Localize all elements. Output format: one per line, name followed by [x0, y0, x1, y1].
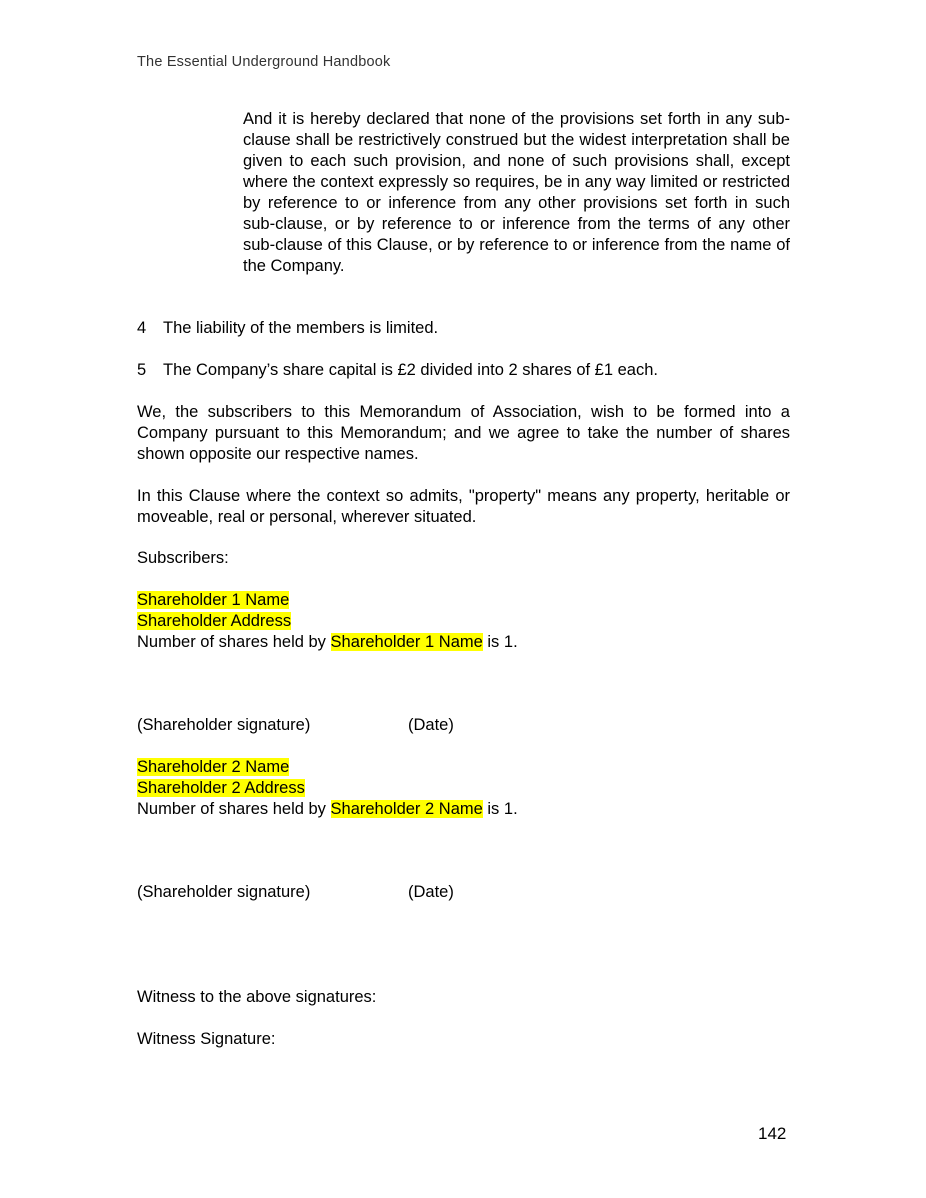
clause-5 [137, 360, 790, 381]
clause-5-number: 5 [137, 361, 147, 379]
shares-name-highlight: Shareholder 2 Name [330, 800, 483, 818]
witness-signature-label: Witness Signature: [137, 1030, 276, 1048]
shareholder-1-address [137, 611, 291, 632]
clause-4-text: The liability of the members is limited. [163, 319, 439, 337]
shareholder-1-signature-label: (Shareholder signature) [137, 716, 311, 734]
witness-statement: Witness to the above signatures: [137, 988, 377, 1006]
subscribers-statement: We, the subscribers to this Memorandum of Association, wish to be formed into a Company pursuant to this Memorandum; and we agree to take the number of shares shown opposite our respective names. [137, 403, 790, 463]
page-number: 142 [758, 1124, 787, 1143]
clause-4 [137, 318, 790, 339]
shareholder-2-date-label: (Date) [408, 883, 454, 901]
shareholder-1-address-highlight: Shareholder Address [137, 612, 292, 630]
shares-suffix: is 1. [487, 800, 518, 818]
declaration-paragraph: And it is hereby declared that none of the provisions set forth in any sub-clause shall be restrictively construed but the widest interpretation shall be given to each such provision, and none of such provisions shall, except where the context expressly so requires, be in any way limited or restricted by reference to or inference from any other provisions set forth in such sub-clause, or by reference to or inference from the terms of any other sub-clause of this Clause, or by reference to or inference from the name of the Company. [243, 110, 790, 275]
shareholder-2-address-highlight: Shareholder 2 Address [137, 779, 305, 797]
shareholder-2-signature-label: (Shareholder signature) [137, 883, 311, 901]
shareholder-2-name-highlight: Shareholder 2 Name [137, 758, 290, 776]
running-header: The Essential Underground Handbook [137, 54, 391, 70]
clause-4-number: 4 [137, 319, 147, 337]
clause-5-text: The Company’s share capital is £2 divided into 2 shares of £1 each. [163, 361, 658, 379]
shareholder-2-shares [137, 799, 518, 820]
shares-name-highlight: Shareholder 1 Name [330, 633, 483, 651]
shares-suffix: is 1. [487, 633, 518, 651]
shareholder-1-name-highlight: Shareholder 1 Name [137, 591, 290, 609]
shareholder-2-address [137, 778, 305, 799]
shares-prefix: Number of shares held by [137, 633, 326, 651]
shareholder-1-name [137, 590, 289, 611]
shares-prefix: Number of shares held by [137, 800, 326, 818]
shareholder-1-shares [137, 632, 518, 653]
property-definition: In this Clause where the context so admits, "property" means any property, heritable or moveable, real or personal, wherever situated. [137, 487, 790, 526]
shareholder-1-date-label: (Date) [408, 716, 454, 734]
shareholder-2-name [137, 757, 289, 778]
subscribers-label: Subscribers: [137, 549, 229, 567]
